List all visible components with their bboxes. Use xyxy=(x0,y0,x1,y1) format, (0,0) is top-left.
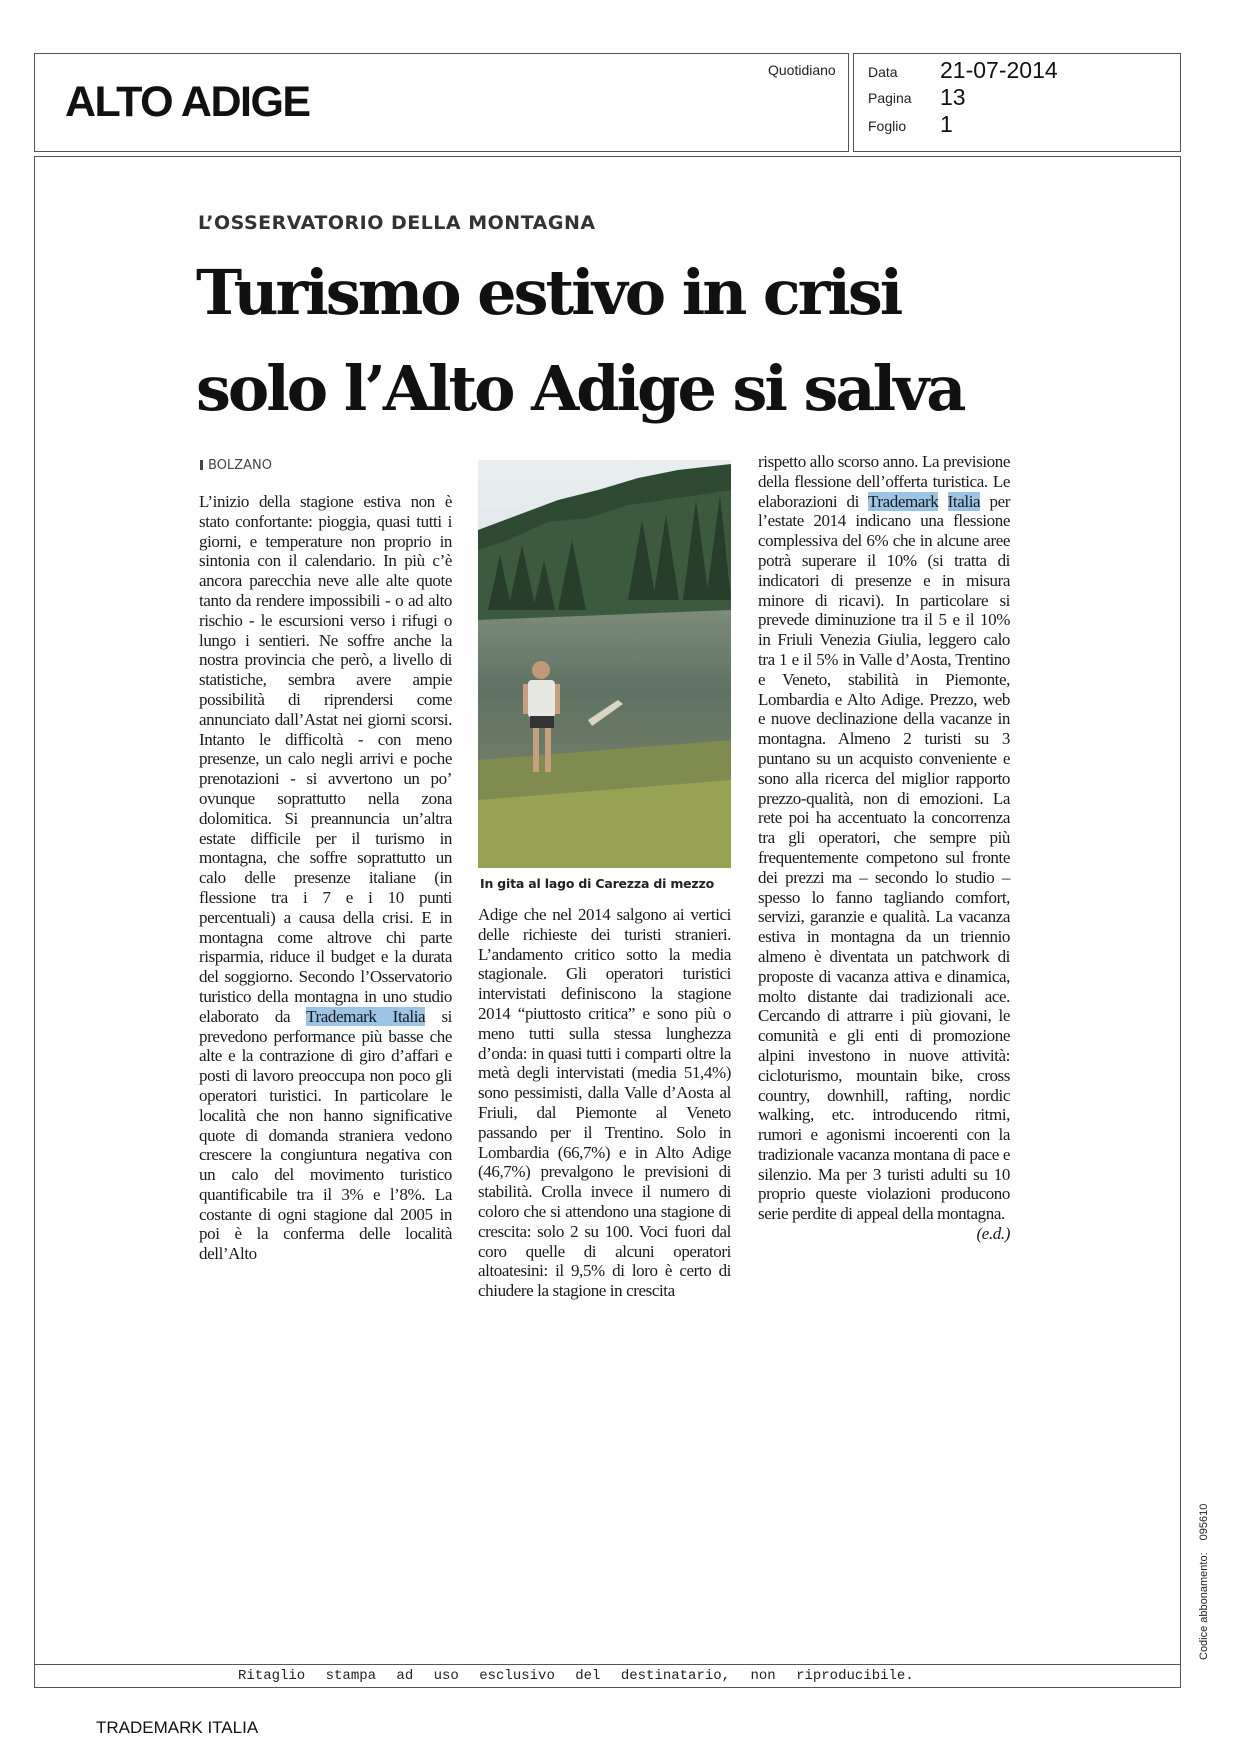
dateline-marker xyxy=(200,460,203,470)
column-1-text-b: si prevedono performance più basse che alte e la contrazione di giro d’affari e posti di lavoro preoccupa non poco gli operatori turistici. In particolare le località che non hanno significative quote di domanda straniera vedono crescere la congiuntura negativa con un calo del movimento turistico quantificabile tra il 3% e l’8%. La costante di ogni stagione dal 2005 in poi è la conferma delle località dell’Alto xyxy=(199,1006,453,1264)
highlighted-term-2: Italia xyxy=(947,491,981,511)
lake-photo xyxy=(478,460,731,868)
foglio-value: 1 xyxy=(940,111,953,137)
data-label: Data xyxy=(868,64,898,80)
newspaper-logo: ALTO ADIGE xyxy=(65,78,310,126)
subscription-code-label: Codice abbonamento: xyxy=(1198,1552,1210,1660)
dateline xyxy=(200,458,272,473)
clipping-disclaimer: Ritaglio stampa ad uso esclusivo del destinatario, non riproducibile. xyxy=(238,1668,914,1684)
highlighted-term-1: Trademark xyxy=(867,491,939,511)
column-3-text-a: rispetto allo scorso anno. La previsione della flessione dell’offerta turistica. Le elaborazioni di xyxy=(758,452,1010,511)
column-3-text-b: per l’estate 2014 indicano una flessione complessiva del 6% che in alcune aree potrà superare il 10% (si tratta di indicatori di presenze e in misura minore di ricavi). In particolare si prevede diminuzione tra il 5 e il 10% in Friuli Venezia Giulia, leggero calo tra 1 e il 5% in Valle d’Aosta, Trentino e Veneto, stabilità in Piemonte, Lombardia e Alto Adige. Prezzo, web e nuove declinazione della vacanze in montagna. Almeno 2 turisti su 3 puntano su un acquisto conveniente e sono alla ricerca del miglior rapporto prezzo-qualità, non di emozioni. La rete poi ha accentuato la concorrenza tra gli operatori, che sempre più frequentemente competono sul fronte dei prezzi ma – secondo lo studio – spesso lo fanno tagliando comfort, servizi, garanzie e qualità. La vacanza estiva in montagna da un triennio almeno è diventata un patchwork di proposte di vacanza attiva e dinamica, molto distante dai tradizionali ace. Cercando di attrarre i più giovani, le comunità e gli enti di promozione alpini investono in nuove attività: cicloturismo, mountain bike, cross country, downhill, rafting, nordic walking, etc. introducendo ritmi, rumori e agonismi incoerenti con la tradizionale vacanza montana di pace e silenzio. Ma per 3 turisti adulti su 10 proprio queste violazioni producono serie perdite di appeal della montagna. xyxy=(758,491,1010,1224)
dateline-text: BOLZANO xyxy=(208,458,272,473)
headline-line-1: Turismo estivo in crisi xyxy=(196,256,901,329)
subscription-code xyxy=(1198,1504,1210,1660)
article-column-2 xyxy=(478,905,731,1301)
article-kicker: L’OSSERVATORIO DELLA MONTAGNA xyxy=(198,212,596,234)
pagina-label: Pagina xyxy=(868,90,912,106)
photo-caption: In gita al lago di Carezza di mezzo xyxy=(480,876,714,891)
column-1-text-a: L’inizio della stagione estiva non è stato confortante: pioggia, quasi tutti i giorni, e temperature non proprio in sintonia con il calendario. In più c’è ancora parecchia neve alle alte quote tanto da rendere impossibili - o ad alto rischio - le escursioni verso i rifugi o lungo i sentieri. Ne soffre anche la nostra provincia che però, a livello di statistiche, sembra avere ampie possibilità di riprendersi come annunciato dall’Astat nei giorni scorsi. Intanto le difficoltà - con meno presenze, un calo negli arrivi e poche prenotazioni - si avvertono un po’ ovunque soprattutto nella zona dolomitica. Si preannuncia un’altra estate difficile per il turismo in montagna, che soffre soprattutto un calo delle presenze italiane (in flessione tra i 7 e i 10 punti percentuali) a causa della crisi. E in montagna come altrove chi parte risparmia, riduce il budget e la durata del soggiorno. Secondo l’Osservatorio turistico della montagna in uno studio elaborato da xyxy=(199,492,452,1026)
footer-divider xyxy=(35,1664,1180,1665)
data-value: 21-07-2014 xyxy=(940,57,1058,83)
column-2-text: Adige che nel 2014 salgono ai vertici delle richieste dei turisti stranieri. L’andamento critico sotto la media stagionale. Gli operatori turistici intervistati definiscono la stagione 2014 “piuttosto critica” e sono più o meno tutti sulla stessa lunghezza d’onda: in quasi tutti i comparti oltre la metà degli intervistati (media 51,4%) sono pessimisti, dalla Valle d’Aosta al Friuli, dal Piemonte al Veneto passando per il Trentino. Solo in Lombardia (66,7%) e in Alto Adige (46,7%) prevalgono le previsioni di stabilità. Crolla invece il numero di coloro che si attendono una stagione di crescita: solo 2 su 100. Voci fuori dal coro quelle di alcuni operatori altoatesini: il 9,5% di loro è certo di chiudere la stagione in crescita xyxy=(478,905,731,1301)
foglio-label: Foglio xyxy=(868,118,907,134)
pagina-value: 13 xyxy=(940,84,966,110)
author-byline: (e.d.) xyxy=(976,1224,1010,1244)
article-column-1 xyxy=(199,492,452,1264)
highlighted-term: Trademark Italia xyxy=(306,1006,426,1026)
column-1-text xyxy=(199,492,452,1264)
clipping-source: TRADEMARK ITALIA xyxy=(96,1718,259,1737)
headline-line-2: solo l’Alto Adige si salva xyxy=(196,352,964,425)
subscription-code-value: 095610 xyxy=(1198,1503,1210,1541)
publication-type: Quotidiano xyxy=(768,62,836,78)
column-3-text xyxy=(758,452,1010,1244)
lake-photo-image xyxy=(478,460,731,868)
article-column-3 xyxy=(758,452,1010,1244)
article-headline xyxy=(196,245,1056,437)
